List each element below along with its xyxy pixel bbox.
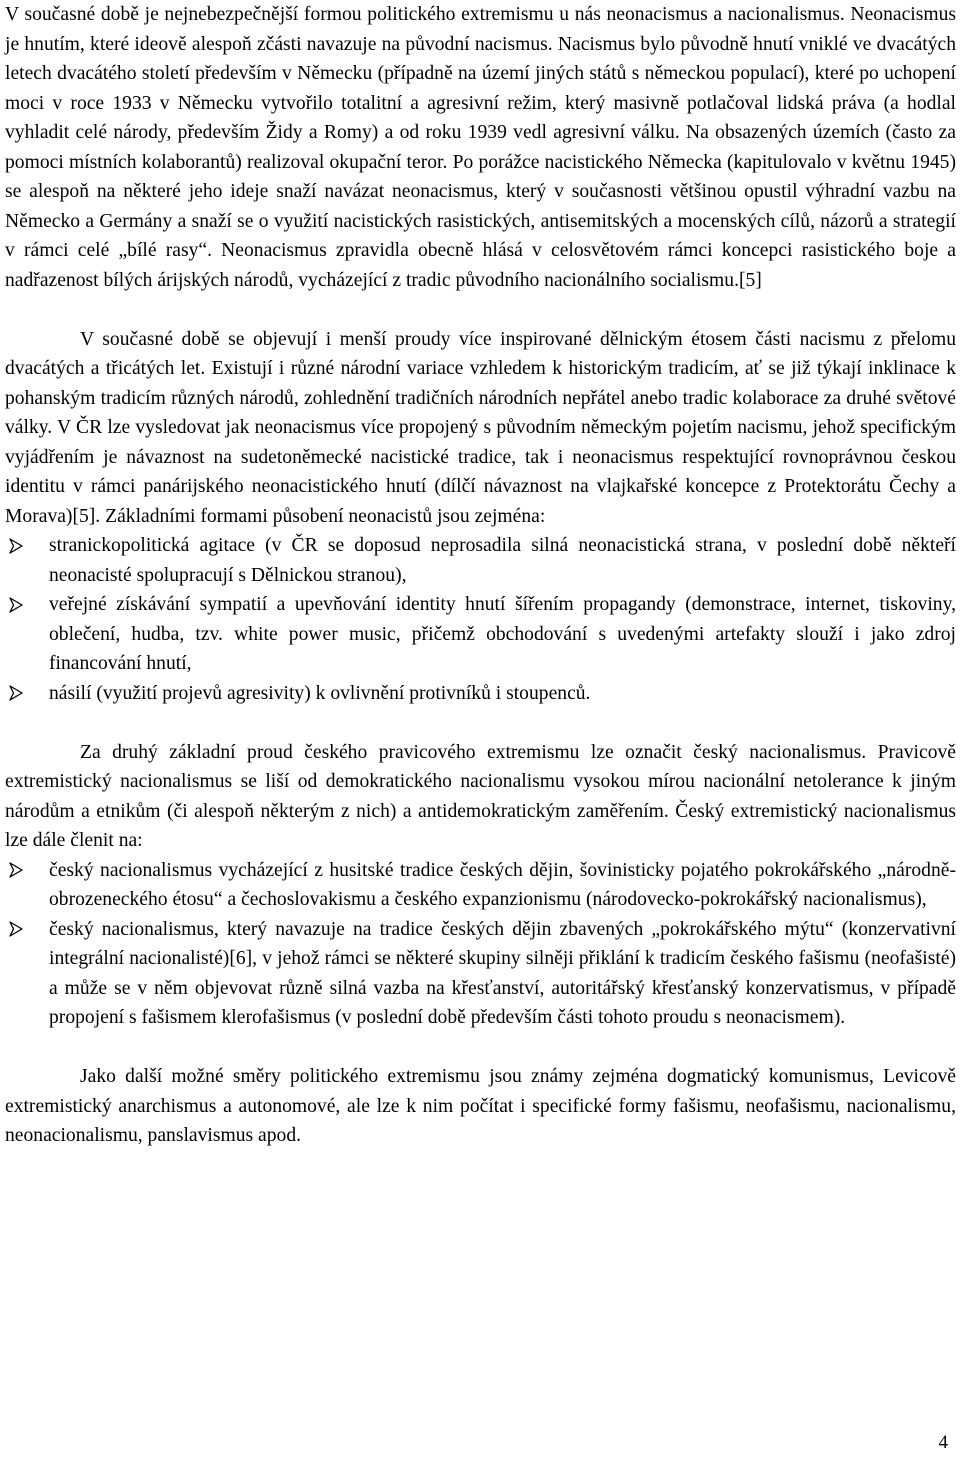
paragraph-current-streams: V současné době se objevují i menší proudy více inspirované dělnickým étosem části nacismu z přelomu dvacátých a třicátých let. Existují i různé národní variace vzhledem k historickým tradicím, ať se již týkají inklinace k pohanským tradicím různých národů, zohlednění tradičních národních nepřátel anebo tradic kolaborace za druhé světové války. V ČR lze vysledovat jak neonacismus více propojený s původním německým pojetím nacismu, jehož specifickým vyjádřením je návaznost na sudetoněmecké nacistické tradice, tak i neonacismus respektující rovnoprávnou českou identitu v rámci panárijského neonacistického hnutí (dílčí návaznost na vlajkařské koncepce z Protektorátu Čechy a Morava)[5]. Základními formami působení neonacistů jsou zejména:	[5, 328, 956, 527]
page-number: 4	[938, 1432, 948, 1453]
list-item	[5, 590, 956, 679]
arrow-bullet-icon	[5, 531, 27, 561]
list-item	[5, 915, 956, 1033]
paragraph-other-extremism: Jako další možné směry politického extremismu jsou známy zejména dogmatický komunismus, Levicově extremistický anarchismus a autonomové, ale lze k nim počítat i specifické formy fašismu, neofašismu, nacionalismu, neonacionalismu, panslavismus apod.	[5, 1066, 956, 1146]
list-item-text: veřejné získávání sympatií a upevňování identity hnutí šířením propagandy (demonstrace, internet, tiskoviny, oblečení, hudba, tzv. white power music, přičemž obchodování s uvedenými artefakty slouží i jako zdroj financování hnutí,	[49, 594, 956, 674]
list-item	[5, 856, 956, 915]
list-item-text: stranickopolitická agitace (v ČR se doposud neprosadila silná neonacistická strana, v poslední době někteří neonacisté spolupracují s Dělnickou stranou),	[49, 535, 956, 586]
neonazi-forms-list	[5, 531, 956, 708]
nationalism-types-list	[5, 856, 956, 1033]
list-item-text: český nacionalismus vycházející z husitské tradice českých dějin, šovinisticky pojatého pokrokářského „národně-obrozeneckého étosu“ a čechoslovakismu a českého expanzionismu (národovecko-pokrokářský nacionalismus),	[49, 859, 956, 910]
arrow-bullet-icon	[5, 679, 27, 709]
paragraph-nationalism: Za druhý základní proud českého pravicového extremismu lze označit český nacionalismus. Pravicově extremistický nacionalismus se liší od demokratického nacionalismu vysokou mírou nacionální netolerance k jiným národům a etnikům (či alespoň některým z nich) a antidemokratickým zaměřením. Český extremistický nacionalismus lze dále členit na:	[5, 741, 956, 851]
list-item	[5, 531, 956, 590]
arrow-bullet-icon	[5, 590, 27, 620]
list-item	[5, 679, 956, 709]
arrow-bullet-icon	[5, 915, 27, 945]
paragraph-neonacismus: V současné době je nejnebezpečnější formou politického extremismu u nás neonacismus a nacionalismus. Neonacismus je hnutím, které ideově alespoň zčásti navazuje na původní nacismus. Nacismus bylo původně hnutí vniklé ve dvacátých letech dvacátého století především v Německu (případně na území jiných států s německou populací), které po uchopení moci v roce 1933 v Německu vytvořilo totalitní a agresivní režim, který masivně potlačoval lidská práva (a hodlal vyhladit celé národy, především Židy a Romy) a od roku 1939 vedl agresivní válku. Na obsazených územích (často za pomoci místních kolaborantů) realizoval okupační teror. Po porážce nacistického Německa (kapitulovalo v květnu 1945) se alespoň na některé jeho ideje snaží navázat neonacismus, který v současnosti většinou opustil výhradní vazbu na Německo a Germány a snaží se o využití nacistických rasistických, antisemitských a mocenských cílů, názorů a strategií v rámci celé „bílé rasy“. Neonacismus zpravidla obecně hlásá v celosvětovém rámci koncepci rasistického boje a nadřazenost bílých árijských národů, vycházející z tradic původního nacionálního socialismu.[5]	[5, 4, 956, 291]
list-item-text: český nacionalismus, který navazuje na tradice českých dějin zbavených „pokrokářského mýtu“ (konzervativní integrální nacionalisté)[6], v jehož rámci se některé skupiny silněji přiklání k tradicím českého fašismu (neofašisté) a může se v něm objevovat různě silná vazba na křesťanství, autoritářský křesťanský konzervatismus, v případě propojení s fašismem klerofašismus (v poslední době především části tohoto proudu s neonacismem).	[49, 918, 956, 1028]
arrow-bullet-icon	[5, 856, 27, 886]
list-item-text: násilí (využití projevů agresivity) k ovlivnění protivníků i stoupenců.	[49, 682, 591, 704]
